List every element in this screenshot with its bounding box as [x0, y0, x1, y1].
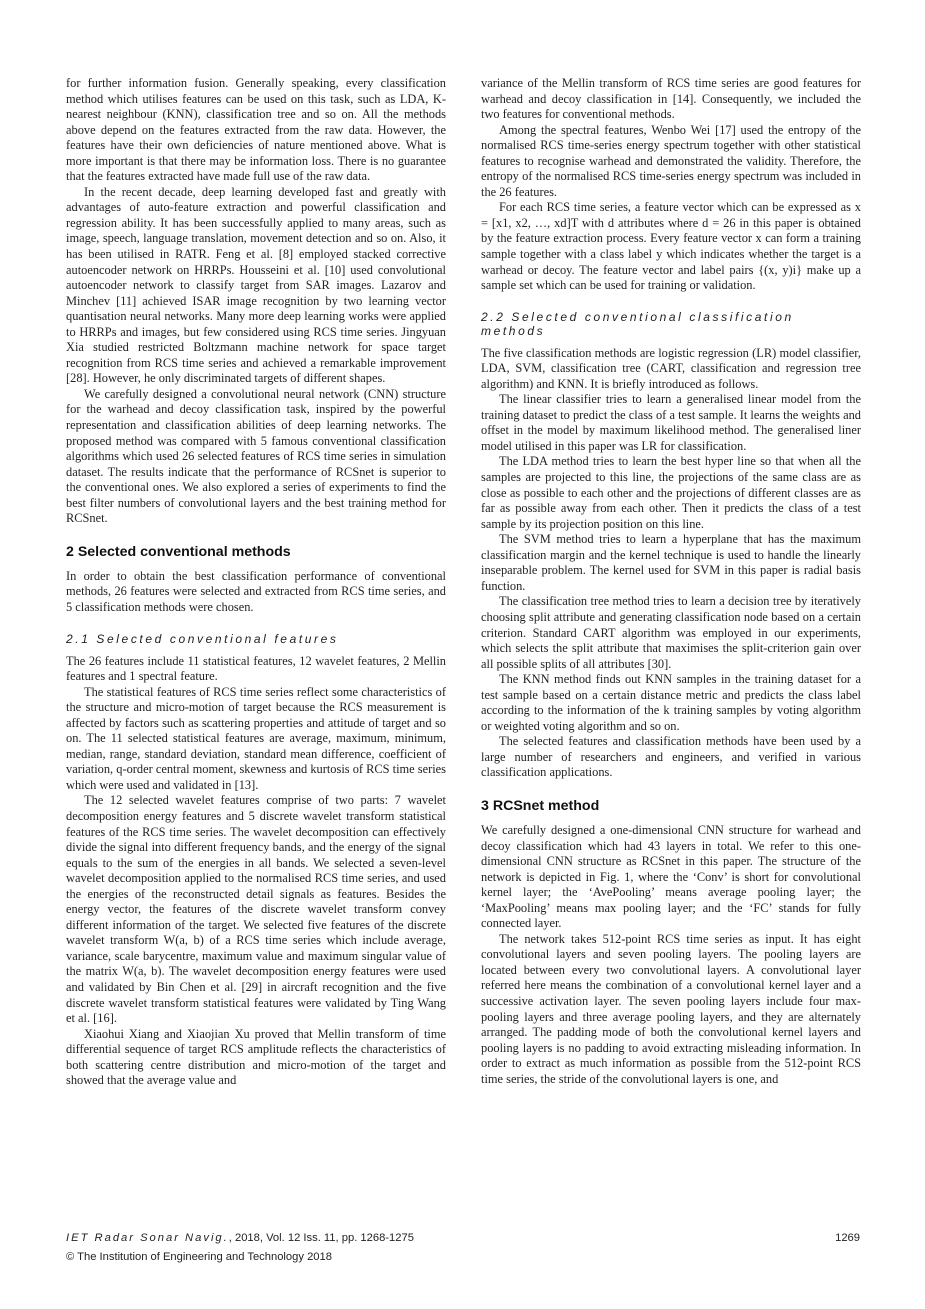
- paragraph: Xiaohui Xiang and Xiaojian Xu proved that Mellin transform of time differential sequence of target RCS amplitude reflects the characteristics of both scattering centre distribution and micro-motion of the target and showed that the average value and: [66, 1026, 446, 1088]
- paragraph: For each RCS time series, a feature vector which can be expressed as x = [x1, x2, …, xd]T with d attributes where d = 26 in this paper is obtained by the feature extraction process. Every feature vector x can form a training sample together with a class label y which indicates whether the target is a warhead or decoy. The feature vector and label pairs {(x, y)i} make up a sample set which can be used for training or validation.: [481, 200, 861, 293]
- paragraph: The SVM method tries to learn a hyperplane that has the maximum classification margin and the kernel technique is used to handle the linearly inseparable problem. The kernel used for SVM in this paper is radial basis function.: [481, 532, 861, 593]
- paragraph: The linear classifier tries to learn a generalised linear model from the training dataset to predict the class of a test sample. It learns the weights and offset in the model by maximum likelihood method. The generalised liner model utilised in this paper was LR for classification.: [481, 392, 861, 453]
- subsection-heading: 2.2 Selected conventional classification methods: [481, 309, 794, 338]
- journal-citation: , 2018, Vol. 12 Iss. 11, pp. 1268-1275: [228, 1232, 414, 1244]
- paragraph: variance of the Mellin transform of RCS time series are good features for warhead and decoy classification in [14]. Consequently, we included the two features for conventional methods.: [481, 76, 861, 122]
- paragraph: for further information fusion. Generally speaking, every classification method which utilises features can be used on this task, such as LDA, K-nearest neighbour (KNN), classification tree and so on. All the methods above depend on the features extracted from the raw data. However, the features have their own deficiencies of nature mentioned above. What is more important is that there may be information loss. There is no guarantee that the features extracted have made full use of the raw data.: [66, 76, 446, 184]
- paragraph: The selected features and classification methods have been used by a large number of researchers and engineers, and verified in various classification applications.: [481, 734, 861, 780]
- paragraph: The network takes 512-point RCS time series as input. It has eight convolutional layers and seven pooling layers. The pooling layers are located between every two convolutional layers. A convolutional layer referred here means the combination of a convolutional kernel layer and a successive activation layer. The seven pooling layers include four max-pooling layers and three average pooling layers, and they are alternately arranged. The padding mode of both the convolutional kernel layers and pooling layers is no padding to avoid extracting misleading information. In order to extract as much information as possible from the 512-point RCS time series, the stride of the convolutional layers is one, and: [481, 931, 861, 1086]
- paragraph: The 12 selected wavelet features comprise of two parts: 7 wavelet decomposition energy features and 5 discrete wavelet transform statistical features of the RCS time series. The wavelet decomposition can effectively divide the signal into different frequency bands, and the energy of the signal equals to the sum of the energies in all bands. We selected a seven-level wavelet decomposition applied to the normalised RCS time series, and used the energies of the reconstructed detail signals as features. Besides the energy vector, the features of the discrete wavelet transform convey different information of the target. We selected five features of the discrete wavelet transform W(a, b) of a RCS time series which include average, variance, scale barycentre, maximum value and maximum singular value of the matrix W(a, b). The wavelet decomposition energy features were used and validated by Bin Chen et al. [29] in aircraft recognition and the five discrete wavelet transform statistical features were validated by Ting Wang et al. [16].: [66, 793, 446, 1026]
- footer-copyright: © The Institution of Engineering and Technology 2018: [66, 1251, 332, 1263]
- subsection-heading: 2.1 Selected conventional features: [66, 631, 339, 646]
- paragraph: We carefully designed a convolutional neural network (CNN) structure for the warhead and decoy classification task, inspired by the powerful representation and classification abilities of deep learning networks. The proposed method was compared with 5 famous conventional classification algorithms which used 26 selected features of RCS time series in simulation dataset. The results indicate that the performance of RCSnet is superior to the conventional ones. We also explored a series of experiments to find the best filter numbers of convolutional layers and the best training method for RCSnet.: [66, 386, 446, 526]
- journal-name: IET Radar Sonar Navig.: [66, 1232, 229, 1244]
- paragraph: In order to obtain the best classification performance of conventional methods, 26 features were selected and extracted from RCS time series, and 5 classification methods were chosen.: [66, 568, 446, 614]
- paragraph: The LDA method tries to learn the best hyper line so that when all the samples are projected to this line, the projections of the same class are as close as possible to each other and the projections of different classes are as far as possible away from each other. Then it predicts the class of a test sample by its projection position on this line.: [481, 454, 861, 531]
- right-column: [481, 76, 861, 1087]
- paragraph: The 26 features include 11 statistical features, 12 wavelet features, 2 Mellin features and 1 spectral feature.: [66, 653, 446, 684]
- paragraph: The KNN method finds out KNN samples in the training dataset for a test sample based on a certain distance metric and predicts the class label according to the information of the k training samples by voting algorithm or weighted voting algorithm and so on.: [481, 672, 861, 733]
- paragraph: The statistical features of RCS time series reflect some characteristics of the structure and micro-motion of target because the RCS measurement is affected by factors such as scattering properties and attitude of target and so on. The 11 selected statistical features are average, maximum, minimum, median, range, standard deviation, standard mean difference, coefficient of variation, q-order central moment, skewness and kurtosis of RCS time series which were used and validated in [13].: [66, 684, 446, 792]
- paragraph: In the recent decade, deep learning developed fast and greatly with advantages of auto-feature extraction and powerful classification and regression ability. It has been successfully applied to many areas, such as image, speech, language translation, movement detection and so on. Also, it has been utilised in RATR. Feng et al. [8] employed stacked corrective autoencoder network on HRRPs. Housseini et al. [10] used convolutional autoencoder network to classify target from SAR images. Lazarov and Minchev [11] achieved ISAR image recognition by two learning vector quantisation neural networks. Many more deep learning works were applied to HRRPs and images, but few considered using RCS time series. Jingyuan Xia studied restricted Boltzmann machine network for space target recognition from RCS time series and achieved a remarkable improvement [28]. However, he only discriminated targets of different shapes.: [66, 184, 446, 386]
- footer-journal: [66, 1232, 414, 1244]
- paragraph: The classification tree method tries to learn a decision tree by iteratively choosing split attribute and generating classification node based on a certain criterion. Standard CART algorithm was employed in our experiments, which selects the split attribute that maximises the split-criterion gain over all possible splits of all attributes [30].: [481, 594, 861, 671]
- left-column: [66, 76, 446, 1089]
- section-heading: 2 Selected conventional methods: [66, 543, 291, 560]
- paragraph: We carefully designed a one-dimensional CNN structure for warhead and decoy classification which had 43 layers in total. We refer to this one-dimensional CNN structure as RCSnet in this paper. The structure of the network is depicted in Fig. 1, where the ‘Conv’ is short for convolutional kernel layer; the ‘AvePooling’ means average pooling layer; the ‘MaxPooling’ means max pooling layer; and the ‘FC’ stands for fully connected layer.: [481, 822, 861, 931]
- paragraph: The five classification methods are logistic regression (LR) model classifier, LDA, SVM, classification tree (CART, classification and regression tree algorithm) and KNN. It is briefly introduced as follows.: [481, 345, 861, 391]
- page-number: 1269: [835, 1232, 860, 1244]
- paragraph: Among the spectral features, Wenbo Wei [17] used the entropy of the normalised RCS time-series energy spectrum together with other statistical features to recognise warhead and demonstrated the validity. Therefore, the entropy of the normalised RCS time-series energy spectrum was included in the 26 features.: [481, 122, 861, 199]
- section-heading: 3 RCSnet method: [481, 797, 600, 814]
